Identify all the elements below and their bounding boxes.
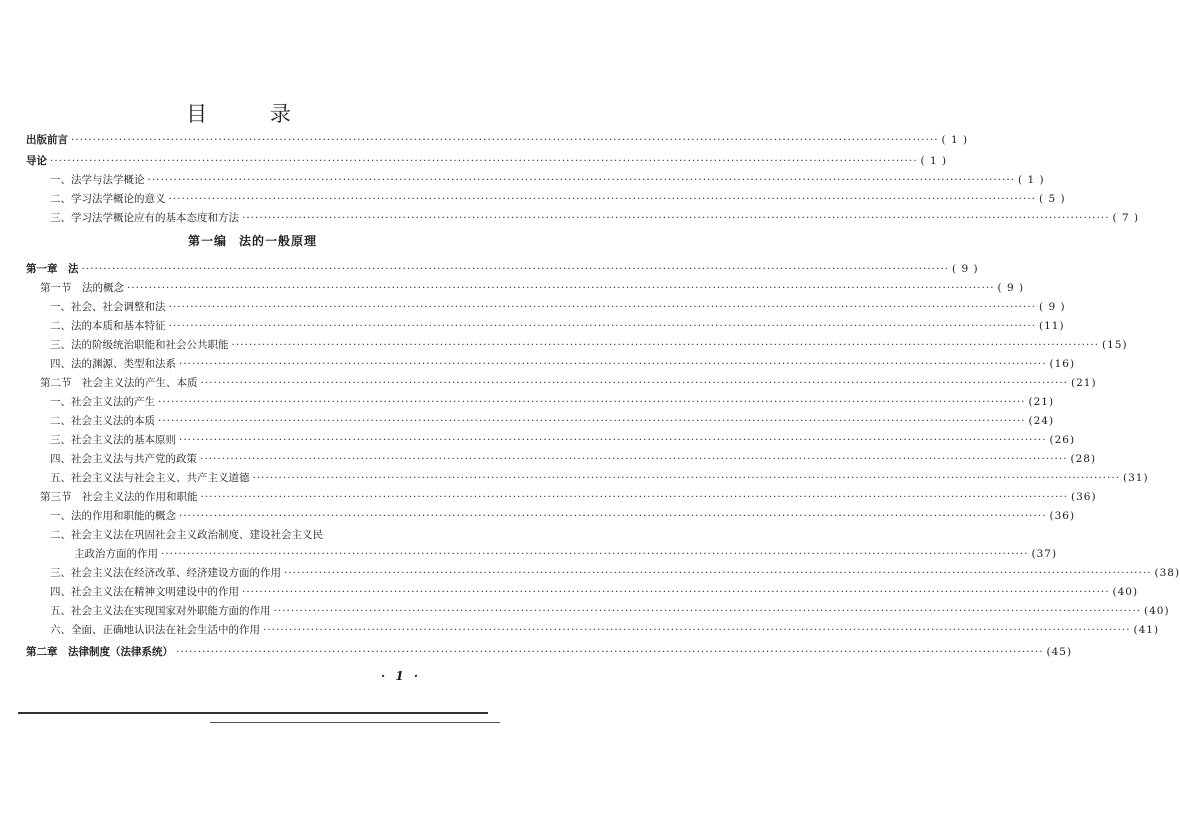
toc-entry[interactable] xyxy=(50,452,1097,466)
toc-entry-label: 五、社会主义法与社会主义、共产主义道德 xyxy=(50,472,250,484)
toc-entry-label: 一、法的作用和职能的概念 xyxy=(50,510,176,522)
leader-dots: ········································································································································································································ xyxy=(161,548,1029,560)
toc-entry[interactable] xyxy=(26,262,979,276)
toc-entry-page: ( 5 ) xyxy=(1039,193,1066,205)
toc-entry-label: 第三节 社会主义法的作用和职能 xyxy=(40,491,198,503)
toc-entry[interactable] xyxy=(50,173,1045,187)
leader-dots: ········································································································································································································ xyxy=(179,434,1047,446)
toc-entry-label: 二、学习法学概论的意义 xyxy=(50,193,166,205)
leader-dots: ········································································································································································································ xyxy=(200,453,1068,465)
toc-entry-label: 第二章 法律制度（法律系统） xyxy=(26,646,173,658)
toc-entry-page: (45) xyxy=(1046,646,1073,658)
toc-entry-label: 三、社会主义法的基本原则 xyxy=(50,434,176,446)
toc-entry-label: 二、法的本质和基本特征 xyxy=(50,320,166,332)
toc-entry[interactable] xyxy=(50,509,1076,523)
toc-entry-label: 导论 xyxy=(26,155,47,167)
toc-entry[interactable] xyxy=(50,395,1055,409)
part-title: 法的一般原理 xyxy=(239,234,318,248)
toc-entry[interactable] xyxy=(50,338,1128,352)
leader-dots: ········································································································································································································ xyxy=(179,358,1047,370)
leader-dots: ········································································································································································································ xyxy=(168,193,1037,205)
leader-dots: ········································································································································································································ xyxy=(284,567,1152,579)
toc-entry-page: (26) xyxy=(1049,434,1076,446)
toc-entry-page: ( 1 ) xyxy=(941,134,969,146)
toc-entry-page: (36) xyxy=(1049,510,1076,522)
leader-dots: ········································································································································································································ xyxy=(263,624,1131,636)
bottom-rule xyxy=(18,712,488,714)
toc-entry-label: 第一章 法 xyxy=(26,263,79,275)
page-title: 目 录 xyxy=(186,102,319,126)
part-heading xyxy=(0,232,505,249)
toc-entry-page: (21) xyxy=(1028,396,1055,408)
leader-dots: ········································································································································································································ xyxy=(168,301,1037,313)
leader-dots: ········································································································································································································ xyxy=(200,491,1069,503)
toc-entry-label: 四、社会主义法在精神文明建设中的作用 xyxy=(50,586,239,598)
toc-entry[interactable] xyxy=(50,623,1160,637)
toc-entry[interactable] xyxy=(26,133,969,147)
toc-entry-page: (16) xyxy=(1049,358,1076,370)
toc-entry[interactable] xyxy=(50,192,1066,206)
leader-dots: ········································································································································································································ xyxy=(158,396,1026,408)
toc-entry[interactable] xyxy=(50,357,1076,371)
toc-entry-label: 一、法学与法学概论 xyxy=(50,174,145,186)
toc-entry-page: (38) xyxy=(1154,567,1180,579)
page-number: · 1 · xyxy=(381,669,422,683)
toc-entry-page: (40) xyxy=(1144,605,1170,617)
leader-dots: ········································································································································································································ xyxy=(231,339,1100,351)
toc-entry-label: 二、社会主义法在巩固社会主义政治制度、建设社会主义民 xyxy=(50,529,323,541)
toc-entry-page: (15) xyxy=(1102,339,1128,351)
toc-entry-label: 三、学习法学概论应有的基本态度和方法 xyxy=(50,212,239,224)
leader-dots: ········································································································································································································ xyxy=(147,174,1016,186)
toc-entry-label: 主政治方面的作用 xyxy=(74,548,158,560)
toc-entry-page: (24) xyxy=(1028,415,1055,427)
toc-entry-page: (28) xyxy=(1070,453,1097,465)
leader-dots: ········································································································································································································ xyxy=(200,377,1069,389)
toc-entry-label: 二、社会主义法的本质 xyxy=(50,415,155,427)
toc-entry[interactable] xyxy=(50,471,1149,485)
leader-dots: ········································································································································································································ xyxy=(158,415,1026,427)
toc-entry-page: ( 1 ) xyxy=(1018,174,1045,186)
leader-dots: ········································································································································································································ xyxy=(242,586,1110,598)
toc-entry[interactable] xyxy=(74,547,1058,561)
toc-entry-label: 一、社会、社会调整和法 xyxy=(50,301,166,313)
toc-entry-label: 三、社会主义法在经济改革、经济建设方面的作用 xyxy=(50,567,281,579)
toc-entry-label: 六、全面、正确地认识法在社会生活中的作用 xyxy=(50,624,260,636)
toc-entry-label: 五、社会主义法在实现国家对外职能方面的作用 xyxy=(50,605,271,617)
toc-entry[interactable] xyxy=(40,376,1097,390)
leader-dots: ········································································································································································································ xyxy=(50,155,918,167)
toc-entry[interactable] xyxy=(50,528,416,542)
toc-entry[interactable] xyxy=(50,211,1140,225)
toc-entry[interactable] xyxy=(26,154,948,168)
toc-entry-page: ( 9 ) xyxy=(952,263,979,275)
toc-entry[interactable] xyxy=(50,604,1170,618)
toc-entry[interactable] xyxy=(50,585,1139,599)
leader-dots: ········································································································································································································ xyxy=(242,212,1110,224)
toc-entry-label: 三、法的阶级统治职能和社会公共职能 xyxy=(50,339,229,351)
toc-entry-page: (21) xyxy=(1071,377,1097,389)
leader-dots: ········································································································································································································ xyxy=(127,282,995,294)
toc-entry-page: ( 7 ) xyxy=(1112,212,1140,224)
leader-dots: ········································································································································································································ xyxy=(179,510,1047,522)
toc-entry-label: 第一节 法的概念 xyxy=(40,282,124,294)
toc-entry-page: ( 9 ) xyxy=(1039,301,1066,313)
toc-entry-page: (40) xyxy=(1112,586,1139,598)
leader-dots: ········································································································································································································ xyxy=(273,605,1142,617)
toc-entry[interactable] xyxy=(40,281,1025,295)
toc-entry-label: 一、社会主义法的产生 xyxy=(50,396,155,408)
part-label: 第一编 xyxy=(187,234,227,248)
toc-entry[interactable] xyxy=(40,490,1097,504)
toc-entry[interactable] xyxy=(50,319,1065,333)
toc-entry-page: (36) xyxy=(1071,491,1097,503)
toc-entry[interactable] xyxy=(50,566,1180,580)
toc-entry-page: (11) xyxy=(1039,320,1065,332)
toc-entry[interactable] xyxy=(50,414,1055,428)
bottom-rule-short xyxy=(210,722,500,723)
toc-entry[interactable] xyxy=(26,645,1073,659)
toc-entry-page: (41) xyxy=(1133,624,1160,636)
toc-entry-page: (37) xyxy=(1031,548,1058,560)
leader-dots: ········································································································································································································ xyxy=(176,646,1044,658)
toc-entry[interactable] xyxy=(50,433,1076,447)
leader-dots: ········································································································································································································ xyxy=(252,472,1121,484)
leader-dots: ········································································································································································································ xyxy=(168,320,1037,332)
toc-entry[interactable] xyxy=(50,300,1066,314)
toc-entry-page: ( 1 ) xyxy=(920,155,948,167)
toc-entry-page: (31) xyxy=(1123,472,1149,484)
toc-entry-label: 出版前言 xyxy=(26,134,68,146)
toc-entry-label: 四、法的渊源、类型和法系 xyxy=(50,358,176,370)
leader-dots: ········································································································································································································ xyxy=(71,134,939,146)
toc-entry-page: ( 9 ) xyxy=(997,282,1025,294)
toc-entry-label: 四、社会主义法与共产党的政策 xyxy=(50,453,197,465)
leader-dots: ········································································································································································································ xyxy=(81,263,950,275)
toc-entry-label: 第二节 社会主义法的产生、本质 xyxy=(40,377,198,389)
